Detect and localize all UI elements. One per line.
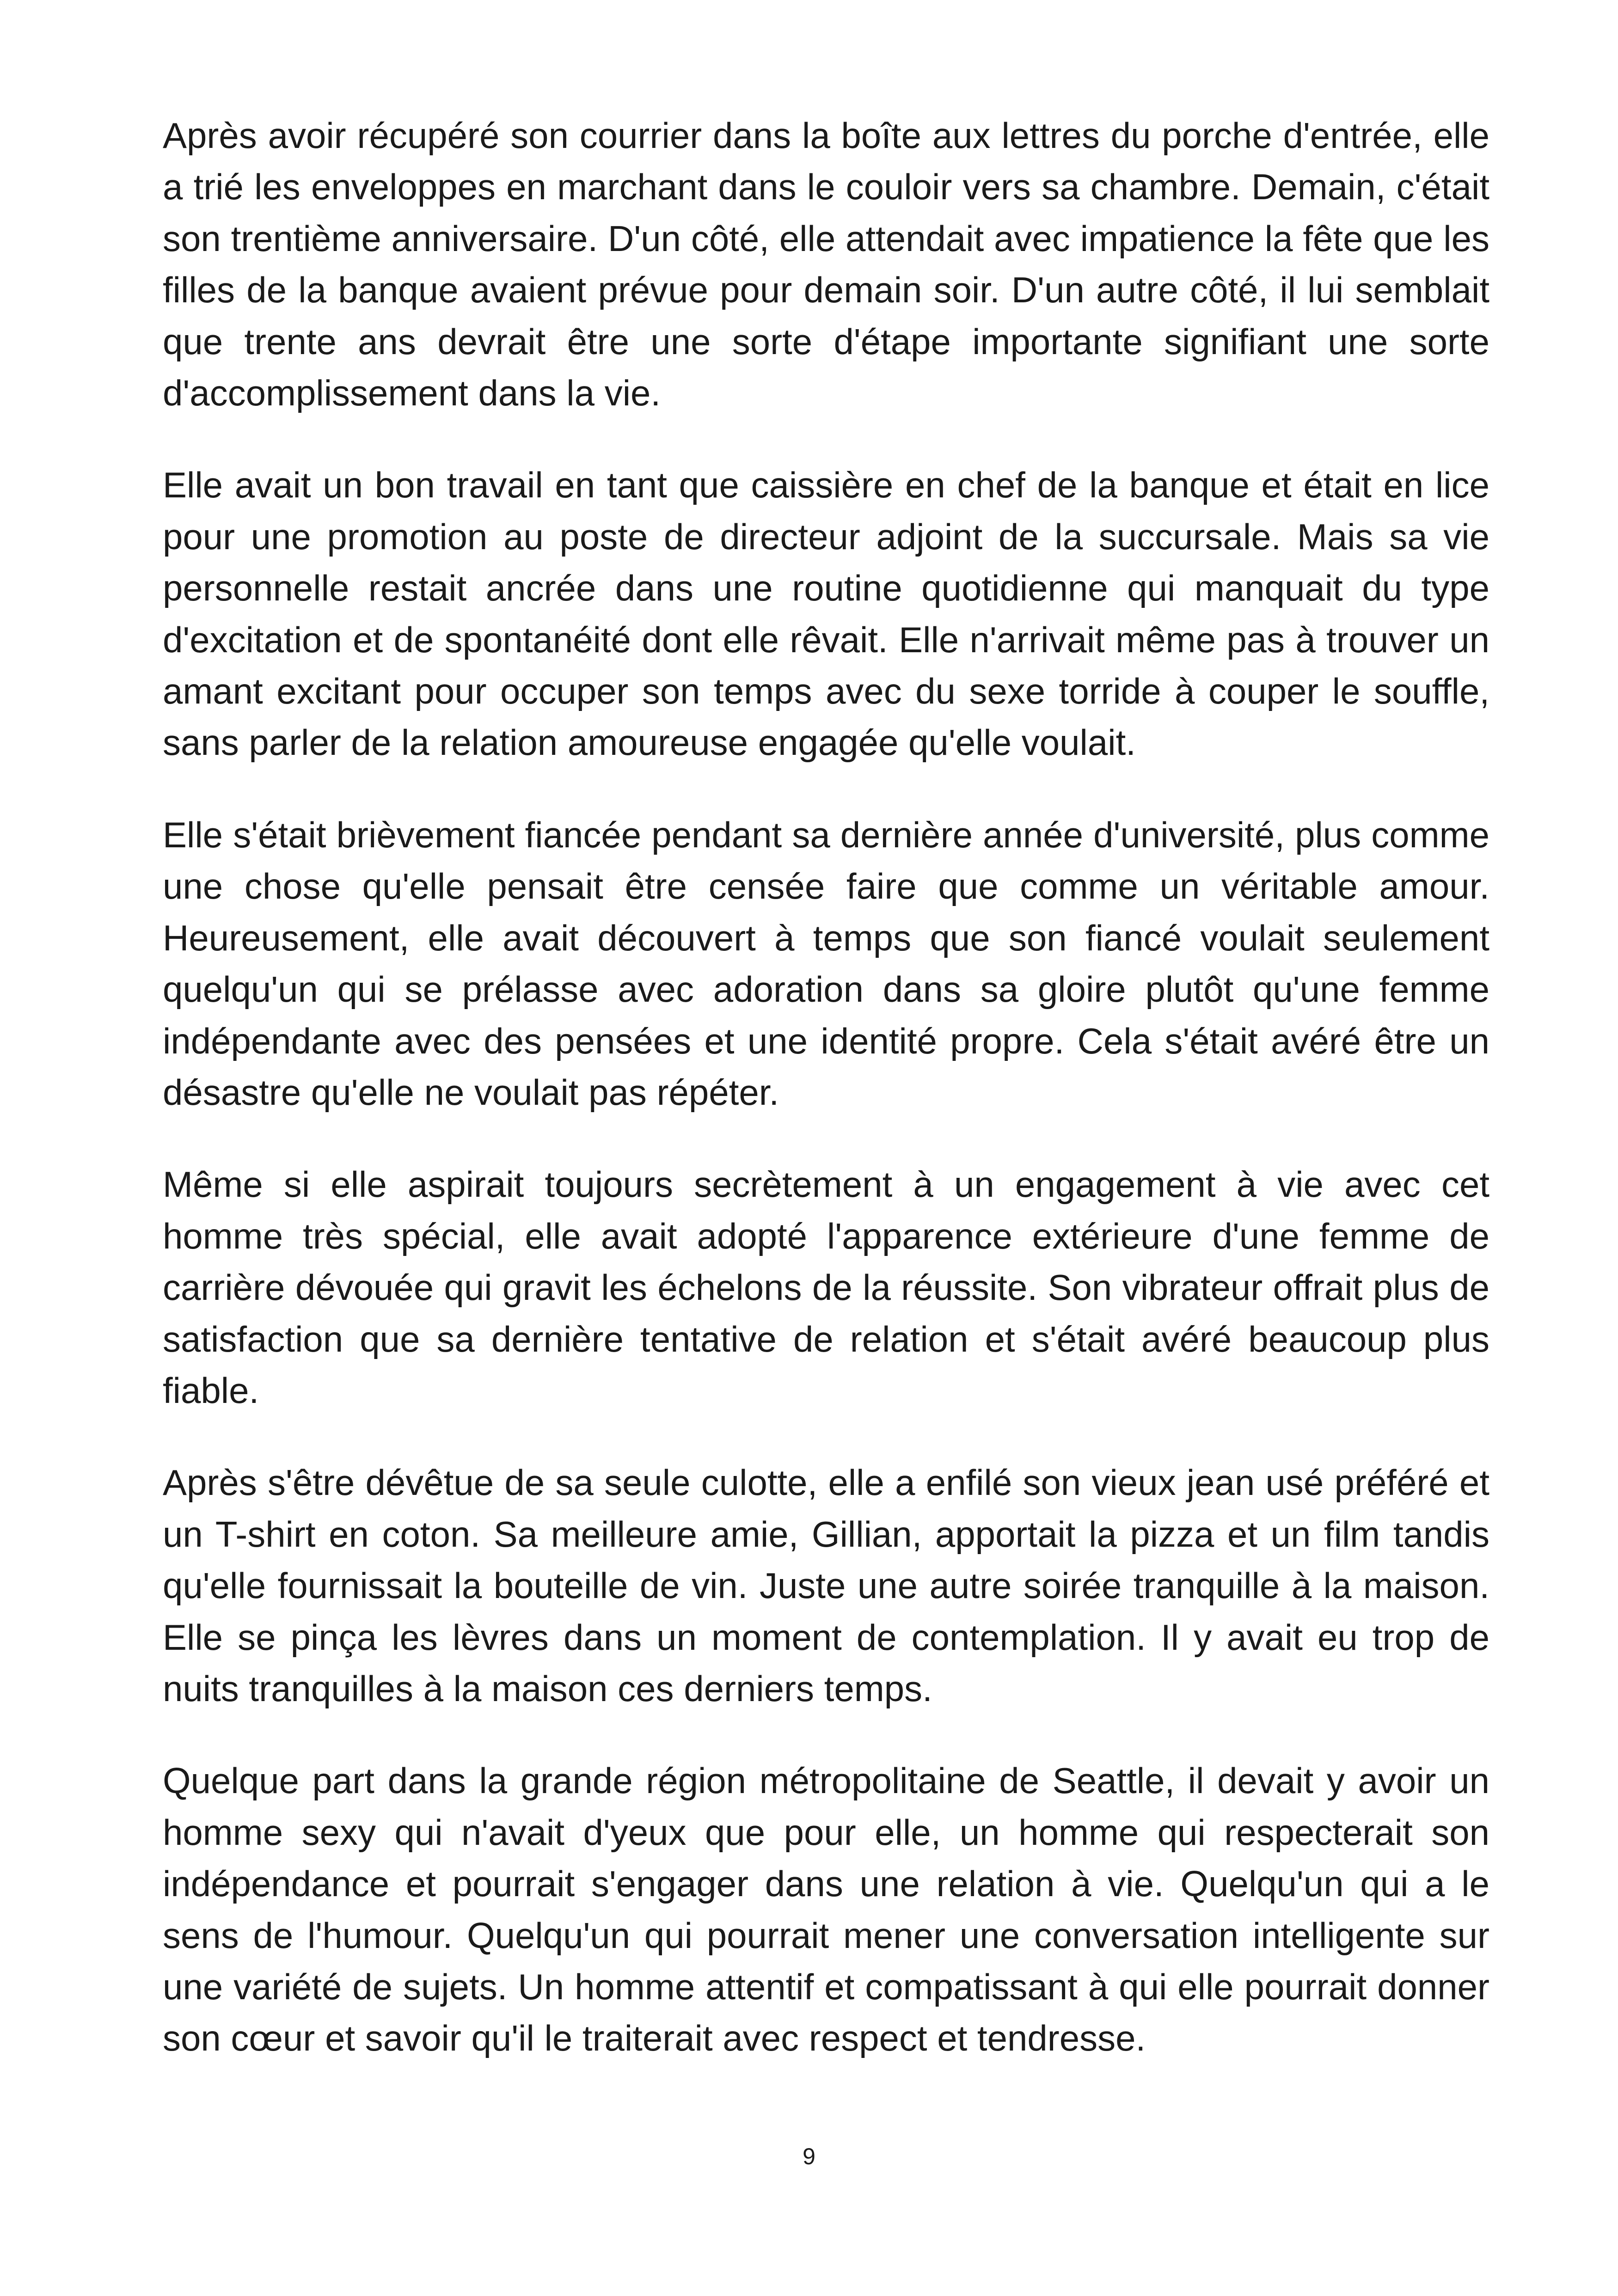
body-text — [163, 110, 1489, 2105]
paragraph-5: Après s'être dévêtue de sa seule culotte, elle a enfilé son vieux jean usé préféré et un T-shirt en coton. Sa meilleure amie, Gillian, apportait la pizza et un film tandis qu'elle fournissait la bouteille de vin. Juste une autre soirée tranquille à la maison. Elle se pinça les lèvres dans un moment de contemplation. Il y avait eu trop de nuits tranquilles à la maison ces derniers temps. — [163, 1462, 1489, 1709]
paragraph-2: Elle avait un bon travail en tant que caissière en chef de la banque et était en lice pour une promotion au poste de directeur adjoint de la succursale. Mais sa vie personnelle restait ancrée dans une routine quotidienne qui manquait du type d'excitation et de spontanéité dont elle rêvait. Elle n'arrivait même pas à trouver un amant excitant pour occuper son temps avec du sexe torride à couper le souffle, sans parler de la relation amoureuse engagée qu'elle voulait. — [163, 465, 1489, 763]
paragraph-3: Elle s'était brièvement fiancée pendant sa dernière année d'université, plus comme une chose qu'elle pensait être censée faire que comme un véritable amour. Heureusement, elle avait découvert à temps que son fiancé voulait seulement quelqu'un qui se prélasse avec adoration dans sa gloire plutôt qu'une femme indépendante avec des pensées et une identité propre. Cela s'était avéré être un désastre qu'elle ne voulait pas répéter. — [163, 814, 1489, 1113]
page-number: 9 — [803, 2143, 815, 2169]
paragraph-1: Après avoir récupéré son courrier dans la boîte aux lettres du porche d'entrée, elle a trié les enveloppes en marchant dans le couloir vers sa chambre. Demain, c'était son trentième anniversaire. D'un côté, elle attendait avec impatience la fête que les filles de la banque avaient prévue pour demain soir. D'un autre côté, il lui semblait que trente ans devrait être une sorte d'étape importante signifiant une sorte d'accomplissement dans la vie. — [163, 115, 1489, 414]
paragraph-6: Quelque part dans la grande région métropolitaine de Seattle, il devait y avoir un homme sexy qui n'avait d'yeux que pour elle, un homme qui respecterait son indépendance et pourrait s'engager dans une relation à vie. Quelqu'un qui a le sens de l'humour. Quelqu'un qui pourrait mener une conversation intelligente sur une variété de sujets. Un homme attentif et compatissant à qui elle pourrait donner son cœur et savoir qu'il le traiterait avec respect et tendresse. — [163, 1760, 1489, 2059]
paragraph-4: Même si elle aspirait toujours secrètement à un engagement à vie avec cet homme très spécial, elle avait adopté l'apparence extérieure d'une femme de carrière dévouée qui gravit les échelons de la réussite. Son vibrateur offrait plus de satisfaction que sa dernière tentative de relation et s'était avéré beaucoup plus fiable. — [163, 1164, 1489, 1411]
